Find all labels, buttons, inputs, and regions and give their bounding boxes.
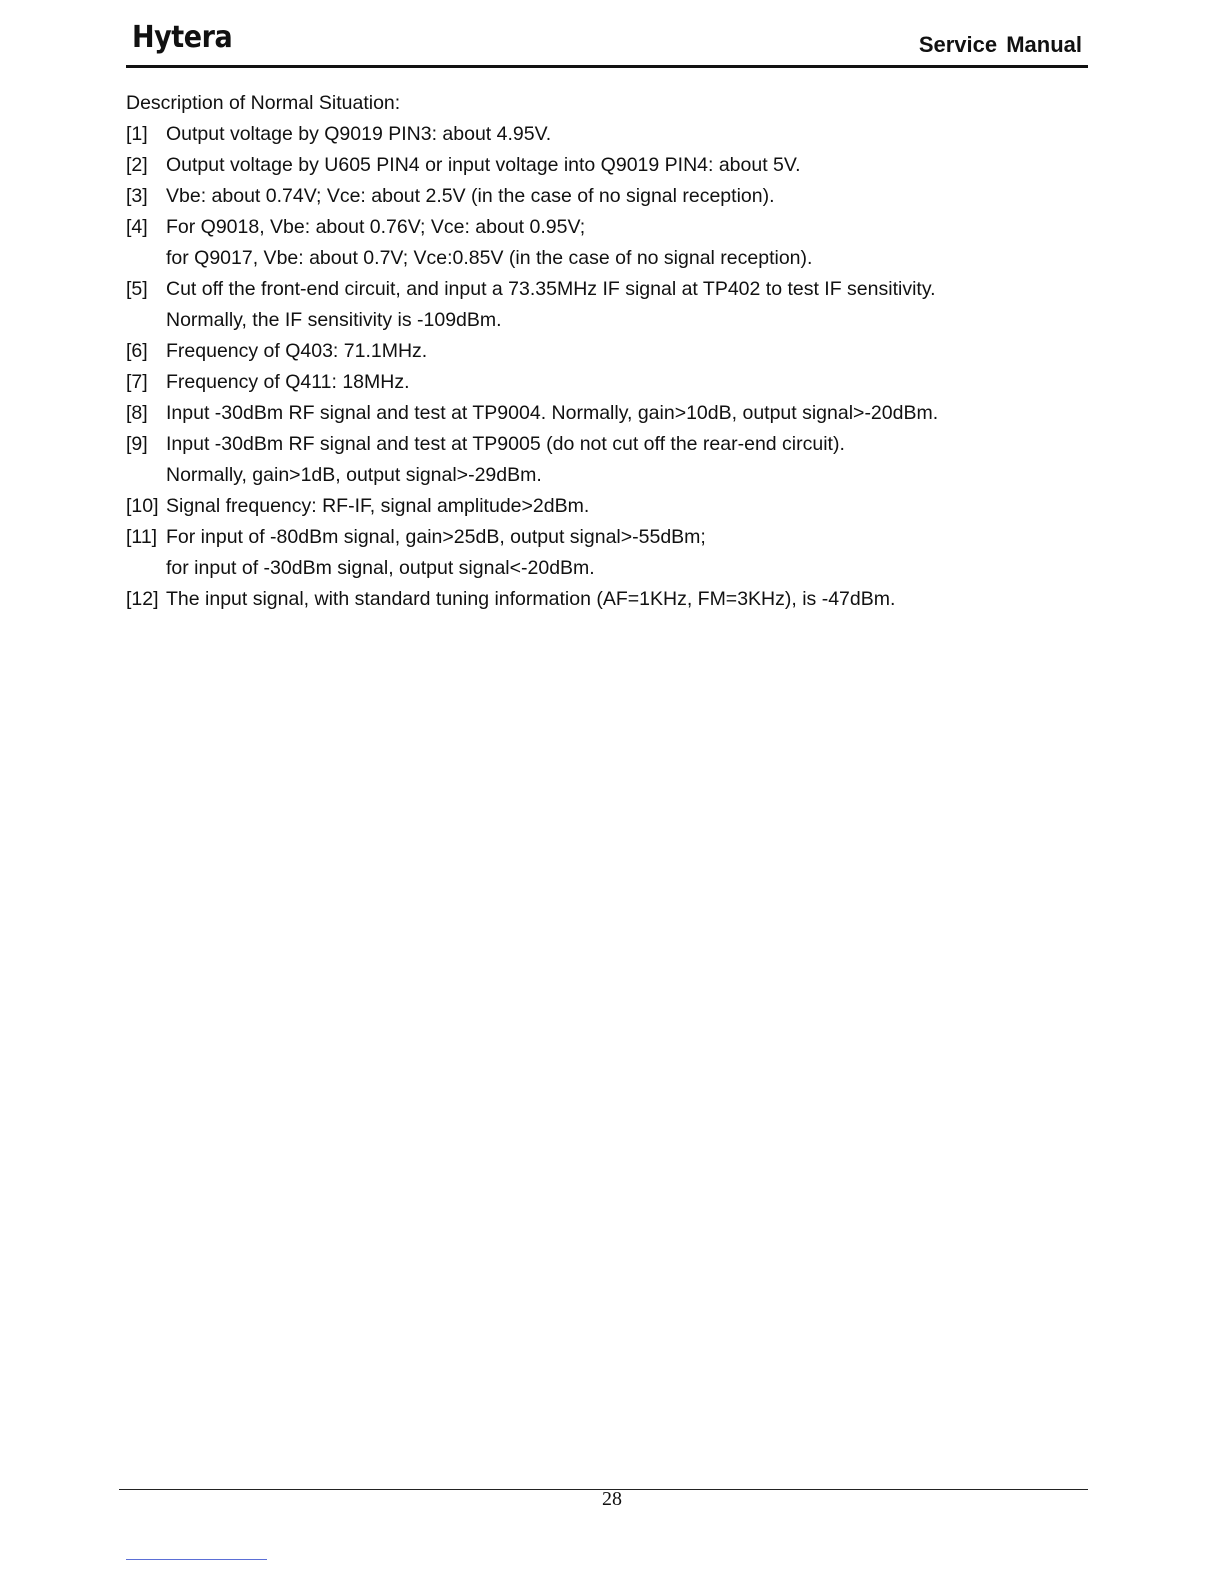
list-item-line: For Q9018, Vbe: about 0.76V; Vce: about 0.95V; [166, 216, 586, 238]
list-item [126, 150, 1066, 181]
list-item-line: Signal frequency: RF-IF, signal amplitude>2dBm. [166, 495, 590, 517]
list-item-line: Normally, gain>1dB, output signal>-29dBm. [166, 464, 542, 486]
list-item-number: [8] [126, 402, 148, 424]
list-item-line: Output voltage by Q9019 PIN3: about 4.95V. [166, 123, 552, 145]
list-item-number: [5] [126, 278, 148, 300]
page-header [126, 20, 1088, 68]
list-item-line: Normally, the IF sensitivity is -109dBm. [166, 309, 502, 331]
list-item-line: for Q9017, Vbe: about 0.7V; Vce:0.85V (in the case of no signal reception). [166, 247, 813, 269]
list-item-text [166, 584, 1066, 615]
list-item [126, 274, 1066, 336]
list-item-line: For input of -80dBm signal, gain>25dB, output signal>-55dBm; [166, 526, 706, 548]
list-item [126, 522, 1066, 584]
list-item [126, 119, 1066, 150]
list-item-text [166, 398, 1066, 429]
list-item-text [166, 274, 1066, 336]
list-item-number: [11] [126, 526, 158, 548]
list-item [126, 336, 1066, 367]
list-item-text [166, 212, 1066, 274]
list-item-number: [12] [126, 588, 159, 610]
list-item [126, 212, 1066, 274]
list-item-line: for input of -30dBm signal, output signal<-20dBm. [166, 557, 595, 579]
list-item-line: Frequency of Q403: 71.1MHz. [166, 340, 428, 362]
list-item-line: Vbe: about 0.74V; Vce: about 2.5V (in the case of no signal reception). [166, 185, 775, 207]
numbered-list [126, 119, 1066, 615]
brand-logo: Hytera [132, 20, 233, 55]
list-item [126, 429, 1066, 491]
list-item-number: [9] [126, 433, 148, 455]
list-item-number: [10] [126, 495, 159, 517]
page-number: 28 [602, 1488, 622, 1510]
list-item-number: [3] [126, 185, 148, 207]
list-item [126, 584, 1066, 615]
document-body [126, 88, 1066, 615]
list-item-line: Input -30dBm RF signal and test at TP9004. Normally, gain>10dB, output signal>-20dBm. [166, 402, 939, 424]
list-item-text [166, 336, 1066, 367]
list-item-text [166, 429, 1066, 491]
list-item-number: [6] [126, 340, 148, 362]
list-item-line: The input signal, with standard tuning information (AF=1KHz, FM=3KHz), is -47dBm. [166, 588, 896, 610]
list-item [126, 181, 1066, 212]
list-item-text [166, 150, 1066, 181]
list-item [126, 367, 1066, 398]
list-item-text [166, 119, 1066, 150]
footer-underline [126, 1559, 267, 1560]
list-item-number: [4] [126, 216, 148, 238]
list-item-text [166, 181, 1066, 212]
list-item-number: [1] [126, 123, 148, 145]
list-item-line: Output voltage by U605 PIN4 or input voltage into Q9019 PIN4: about 5V. [166, 154, 801, 176]
list-item-text [166, 491, 1066, 522]
list-item-line: Input -30dBm RF signal and test at TP9005 (do not cut off the rear-end circuit). [166, 433, 845, 455]
list-item-line: Frequency of Q411: 18MHz. [166, 371, 410, 393]
list-item-text [166, 522, 1066, 584]
header-title: Service Manual [918, 32, 1082, 57]
list-item-number: [2] [126, 154, 148, 176]
list-item [126, 398, 1066, 429]
list-item-number: [7] [126, 371, 148, 393]
section-intro: Description of Normal Situation: [126, 92, 401, 114]
list-item-text [166, 367, 1066, 398]
list-item-line: Cut off the front-end circuit, and input a 73.35MHz IF signal at TP402 to test IF sensitivity. [166, 278, 936, 300]
header-divider [126, 65, 1088, 68]
list-item [126, 491, 1066, 522]
